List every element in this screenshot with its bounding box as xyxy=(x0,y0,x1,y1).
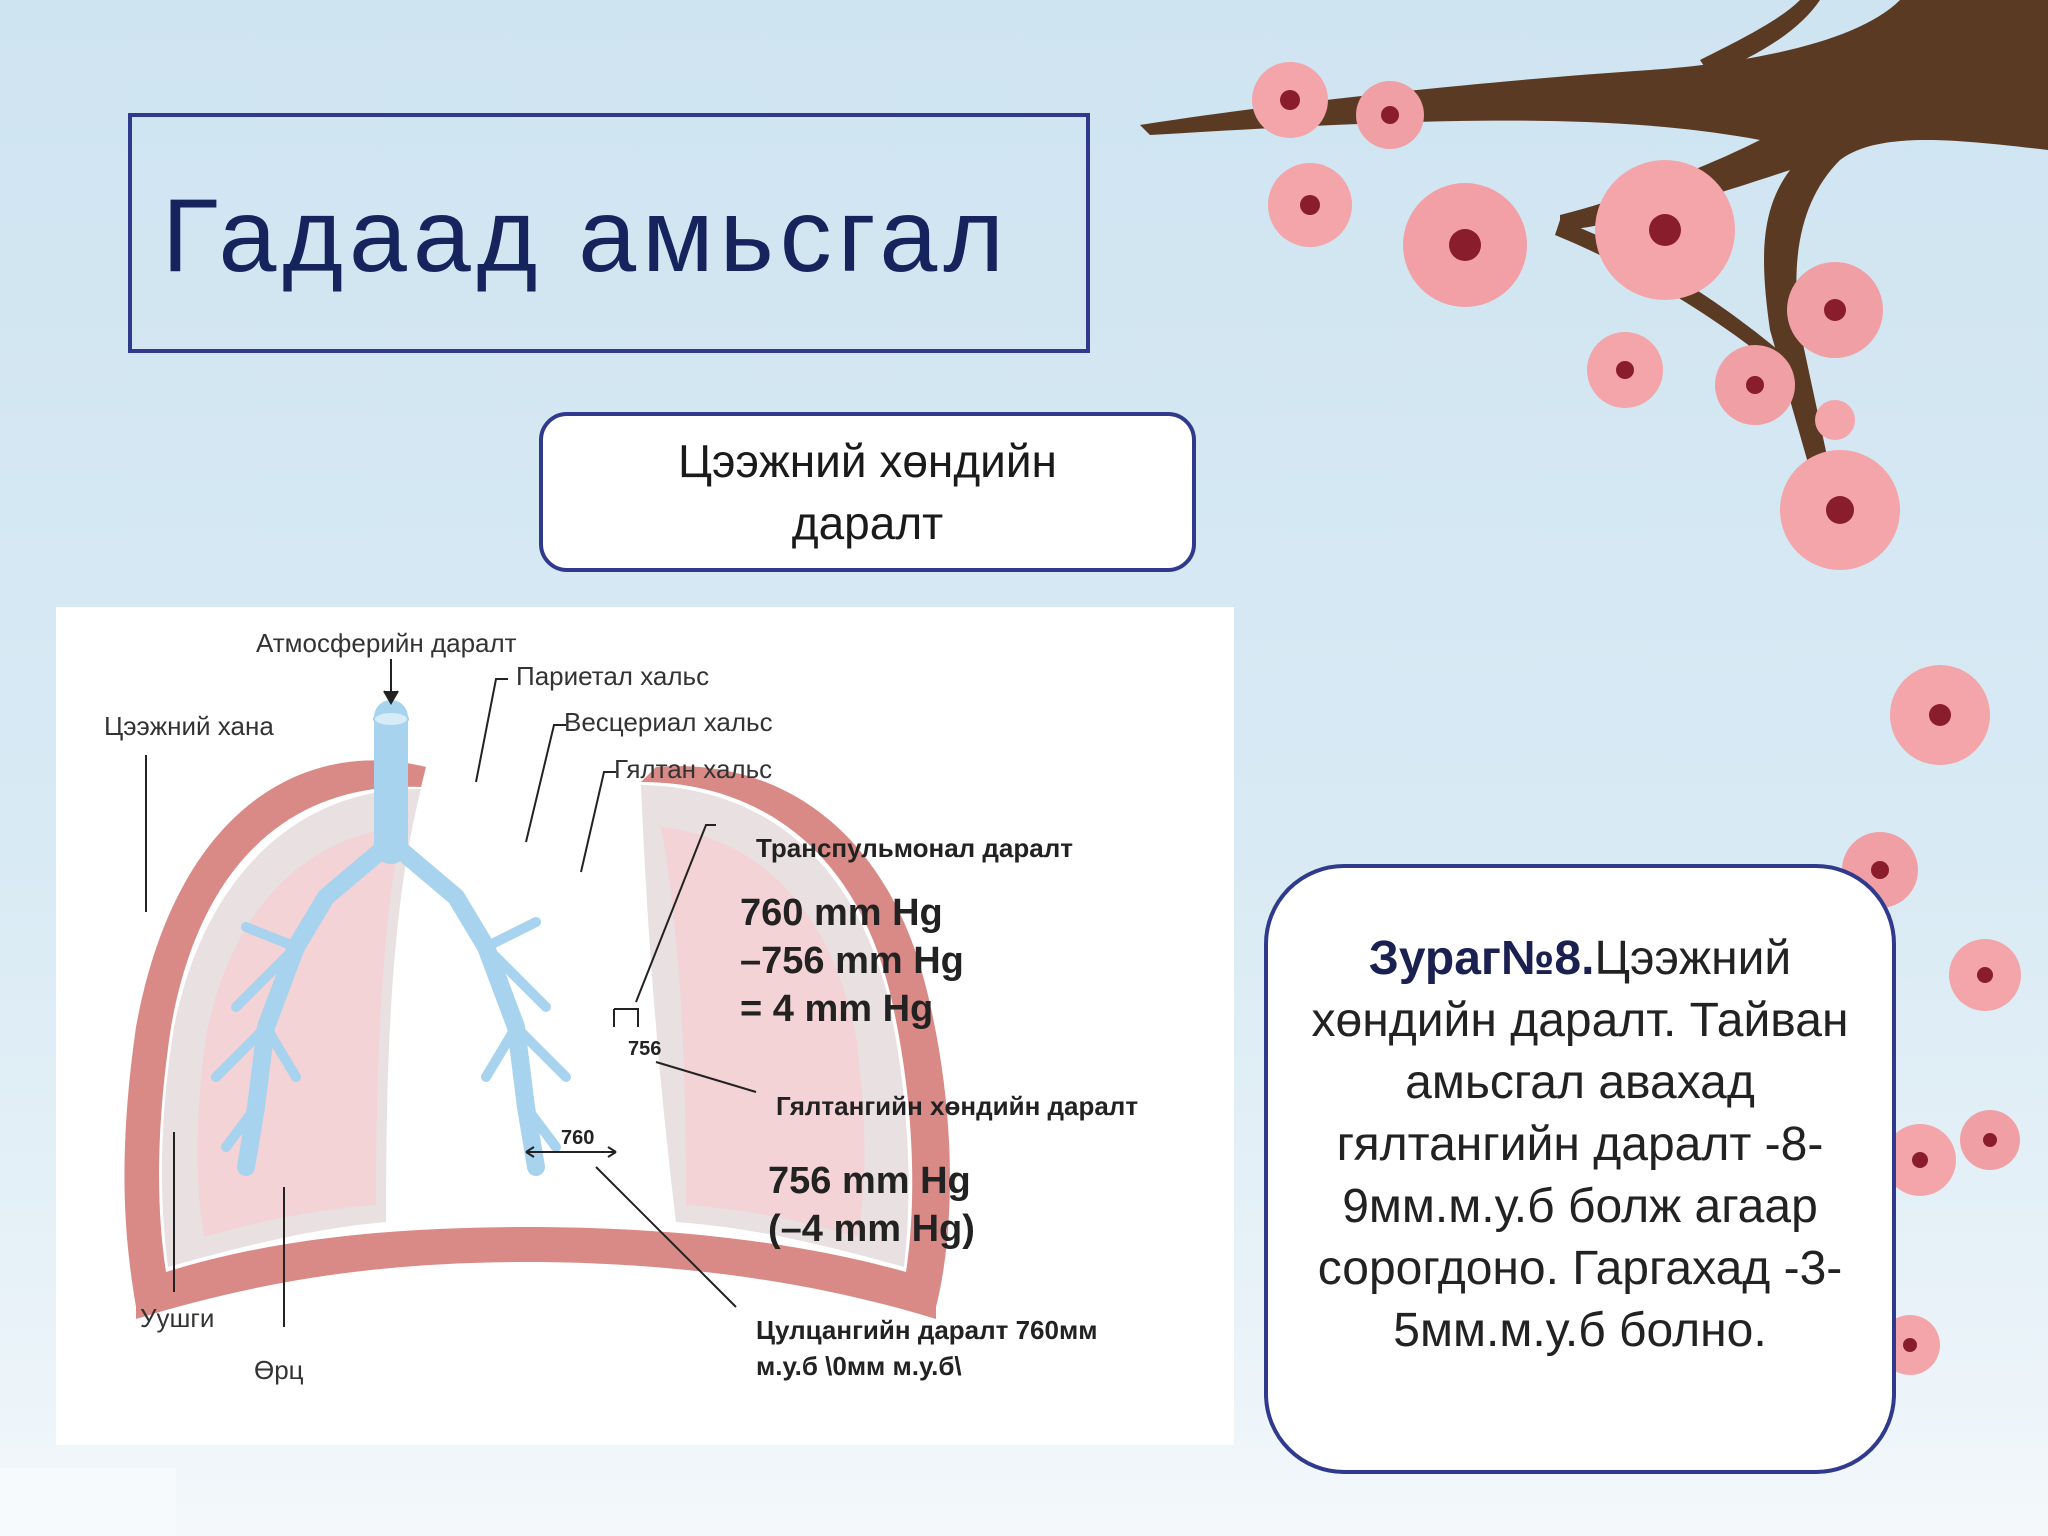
ip-line-2: (–4 mm Hg) xyxy=(768,1208,975,1250)
page-title: Гадаад амьсгал xyxy=(162,178,1010,294)
label-transpulmonary: Транспульмонал даралт xyxy=(756,833,1073,863)
label-diaphragm: Өрц xyxy=(254,1355,304,1385)
label-lung: Уушги xyxy=(140,1303,215,1333)
corner-patch xyxy=(0,1468,176,1536)
alveolar-line-1: Цулцангийн даралт 760мм xyxy=(756,1315,1098,1345)
caption-paragraph xyxy=(1298,928,1862,1362)
caption-figure-number: Зураг№8. xyxy=(1368,932,1595,985)
title-box xyxy=(128,113,1090,353)
label-pleura: Гялтан хальс xyxy=(614,754,773,784)
alveolar-line-2: м.у.б \0мм м.у.б\ xyxy=(756,1351,962,1381)
label-chest-wall: Цээжний хана xyxy=(104,711,274,741)
label-intrapleural: Гялтангийн хөндийн даралт xyxy=(776,1091,1139,1121)
label-parietal: Париетал хальс xyxy=(516,661,710,691)
caption-box xyxy=(1264,864,1896,1474)
tp-line-2: –756 mm Hg xyxy=(740,940,964,982)
lung-pressure-diagram xyxy=(56,607,1234,1445)
subtitle-box xyxy=(539,412,1196,572)
value-760: 760 xyxy=(561,1127,595,1149)
tp-line-1: 760 mm Hg xyxy=(740,892,943,934)
label-atmospheric: Атмосферийн даралт xyxy=(256,628,517,658)
subtitle-text: Цээжний хөндийн даралт xyxy=(678,435,1057,549)
lung-left xyxy=(198,827,402,1237)
caption-text: Цээжний хөндийн даралт. Тайван амьсгал авахад гялтангийн даралт -8-9мм.м.у.б болж агаар сорогдоно. Гаргахад -3-5мм.м.у.б болно. xyxy=(1311,932,1849,1357)
tp-line-3: = 4 mm Hg xyxy=(740,988,934,1030)
value-756: 756 xyxy=(628,1038,662,1060)
ip-line-1: 756 mm Hg xyxy=(768,1160,971,1202)
label-visceral: Весцериал хальс xyxy=(564,707,773,737)
